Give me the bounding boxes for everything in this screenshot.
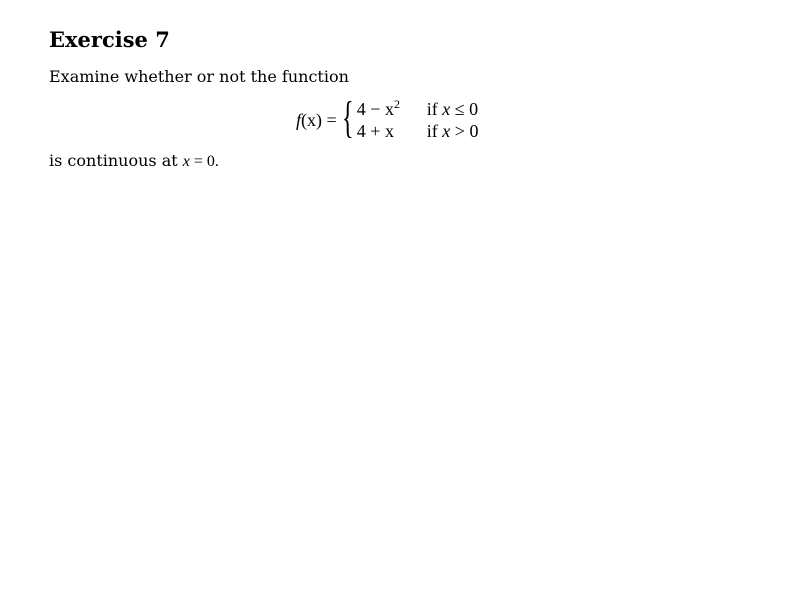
outro-variable: x [182,153,190,170]
case-1-if: if [426,99,443,119]
exercise-title: Exercise 7 [49,27,170,52]
equals-sign: = [322,109,337,130]
case-2-condition [427,120,479,142]
function-name: f [296,109,302,130]
case-1-exponent: 2 [393,97,400,111]
case-2-expression-base: 4 + x [356,121,394,141]
case-2-var: x [442,121,451,141]
exercise-outro-text [49,151,219,172]
equation-lhs [296,110,337,131]
function-args: (x) [301,109,323,130]
cases-grid [357,98,479,142]
case-1-relation: ≤ 0 [450,99,479,119]
case-1-condition [427,98,479,120]
cases-brace: { [341,93,354,142]
case-1-var: x [442,99,451,119]
case-2-relation: > 0 [450,121,479,141]
exercise-intro-text: Examine whether or not the function [49,67,349,86]
outro-prefix: is continuous at [49,151,183,170]
piecewise-function-equation [296,93,479,142]
case-2-expression [357,120,427,142]
case-1-expression [357,98,427,120]
case-2-if: if [426,121,443,141]
outro-equation: = 0. [189,153,219,170]
case-1-expression-base: 4 − x [356,99,394,119]
